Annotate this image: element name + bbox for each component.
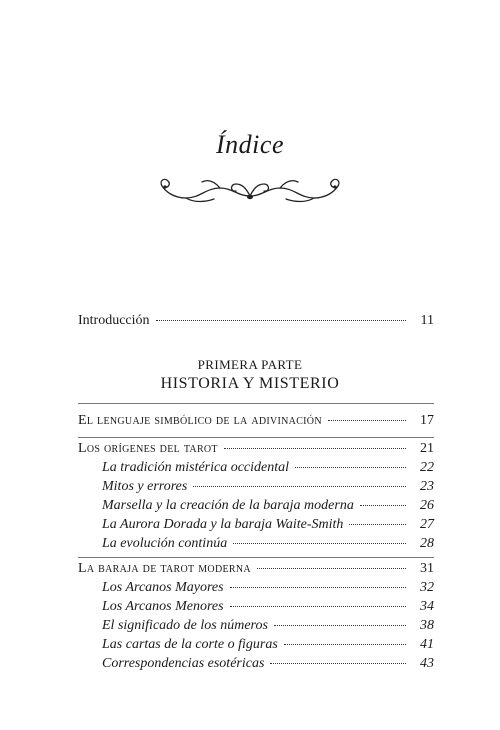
toc-section-modern-deck[interactable] bbox=[78, 561, 434, 581]
dot-leader bbox=[224, 448, 406, 449]
dot-leader bbox=[284, 644, 406, 645]
dot-leader bbox=[230, 587, 406, 588]
toc-entry-label: La Aurora Dorada y la baraja Waite-Smith bbox=[102, 517, 344, 532]
toc-subentry[interactable] bbox=[102, 580, 434, 600]
toc-entry-introduction[interactable] bbox=[78, 313, 434, 333]
toc-entry-label: Las cartas de la corte o figuras bbox=[102, 637, 278, 652]
toc-entry-page: 23 bbox=[420, 479, 434, 494]
toc-entry-label: La evolución continúa bbox=[102, 536, 228, 551]
dot-leader bbox=[233, 543, 406, 544]
toc-subentry[interactable] bbox=[102, 599, 434, 619]
toc-entry-label: Mitos y errores bbox=[102, 479, 188, 494]
toc-entry-page: 43 bbox=[420, 656, 434, 671]
toc-entry-label: Los orígenes del tarot bbox=[78, 441, 218, 456]
toc-subentry[interactable] bbox=[102, 498, 434, 518]
toc-subentry[interactable] bbox=[102, 656, 434, 676]
toc-entry-page: 32 bbox=[420, 580, 434, 595]
dot-leader bbox=[349, 524, 406, 525]
dot-leader bbox=[295, 467, 406, 468]
toc-entry-page: 38 bbox=[420, 618, 434, 633]
toc-entry-page: 26 bbox=[420, 498, 434, 513]
toc-entry-page: 22 bbox=[420, 460, 434, 475]
toc-entry-label: El significado de los números bbox=[102, 618, 268, 633]
divider-rule bbox=[78, 437, 434, 438]
toc-entry-label: La tradición mistérica occidental bbox=[102, 460, 290, 475]
dot-leader bbox=[274, 625, 406, 626]
toc-subentry[interactable] bbox=[102, 460, 434, 480]
toc-entry-label: Los Arcanos Menores bbox=[102, 599, 224, 614]
toc-entry-label: Correspondencias esotéricas bbox=[102, 656, 265, 671]
toc-subentry[interactable] bbox=[102, 517, 434, 537]
divider-rule bbox=[78, 557, 434, 558]
toc-entry-page: 41 bbox=[420, 637, 434, 652]
dot-leader bbox=[156, 320, 406, 321]
divider-rule bbox=[78, 403, 434, 404]
dot-leader bbox=[328, 420, 406, 421]
dot-leader bbox=[360, 505, 406, 506]
toc-section-origins[interactable] bbox=[78, 441, 434, 461]
toc-entry-label: El lenguaje simbólico de la adivinación bbox=[78, 413, 322, 428]
page-title: Índice bbox=[216, 130, 284, 159]
toc-entry-page: 17 bbox=[420, 413, 434, 428]
toc-subentry[interactable] bbox=[102, 536, 434, 556]
toc-entry-page: 27 bbox=[420, 517, 434, 532]
toc-subentry[interactable] bbox=[102, 479, 434, 499]
toc-subentry[interactable] bbox=[102, 618, 434, 638]
flourish-ornament-icon bbox=[150, 170, 350, 210]
dot-leader bbox=[257, 568, 406, 569]
dot-leader bbox=[270, 663, 406, 664]
dot-leader bbox=[193, 486, 406, 487]
toc-entry-page: 28 bbox=[420, 536, 434, 551]
toc-entry-page: 11 bbox=[420, 313, 434, 328]
toc-entry-label: La baraja de tarot moderna bbox=[78, 561, 251, 576]
toc-entry-label: Introducción bbox=[78, 313, 150, 328]
dot-leader bbox=[230, 606, 406, 607]
toc-entry-page: 21 bbox=[420, 441, 434, 456]
toc-subentry[interactable] bbox=[102, 637, 434, 657]
toc-section-symbolic-language[interactable] bbox=[78, 413, 434, 433]
part-title: HISTORIA Y MISTERIO bbox=[160, 375, 340, 392]
part-label: PRIMERA PARTE bbox=[197, 357, 303, 372]
toc-entry-label: Los Arcanos Mayores bbox=[102, 580, 224, 595]
toc-entry-page: 31 bbox=[420, 561, 434, 576]
toc-entry-page: 34 bbox=[420, 599, 434, 614]
toc-entry-label: Marsella y la creación de la baraja moderna bbox=[102, 498, 354, 513]
